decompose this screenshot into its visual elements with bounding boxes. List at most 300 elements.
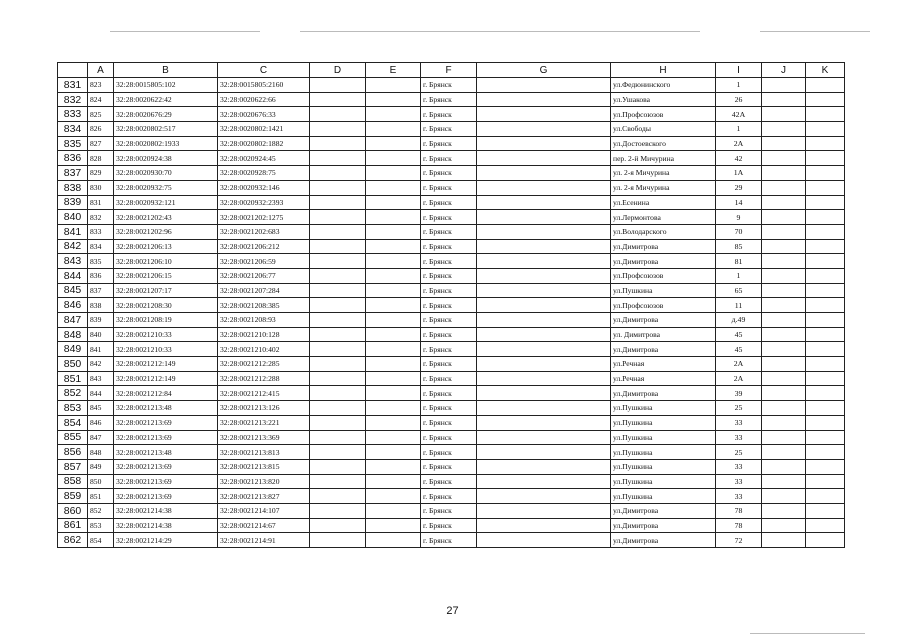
cell-j	[762, 415, 806, 430]
cell-g	[477, 503, 611, 518]
row-number: 849	[58, 342, 88, 357]
cell-b: 32:28:0021214:38	[114, 518, 218, 533]
cell-c: 32:28:0021213:369	[218, 430, 310, 445]
cell-e	[366, 401, 421, 416]
cell-k	[806, 533, 845, 548]
cell-k	[806, 518, 845, 533]
cell-g	[477, 239, 611, 254]
row-number: 861	[58, 518, 88, 533]
cell-d	[310, 195, 366, 210]
table-row	[58, 107, 845, 122]
cell-k	[806, 180, 845, 195]
cell-h: ул. Димитрова	[611, 327, 716, 342]
cell-k	[806, 78, 845, 93]
row-number: 831	[58, 78, 88, 93]
row-number: 834	[58, 122, 88, 137]
cell-k	[806, 371, 845, 386]
table-row	[58, 180, 845, 195]
cell-g	[477, 459, 611, 474]
cell-e	[366, 210, 421, 225]
cell-d	[310, 489, 366, 504]
cell-a: 846	[88, 415, 114, 430]
cell-a: 843	[88, 371, 114, 386]
cell-k	[806, 151, 845, 166]
cell-d	[310, 445, 366, 460]
cell-c: 32:28:0021206:77	[218, 268, 310, 283]
cell-g	[477, 445, 611, 460]
cell-e	[366, 78, 421, 93]
cell-h: ул.Лермонтова	[611, 210, 716, 225]
cell-d	[310, 474, 366, 489]
table-row	[58, 313, 845, 328]
cell-j	[762, 180, 806, 195]
cell-g	[477, 298, 611, 313]
cell-c: 32:28:0021213:813	[218, 445, 310, 460]
cell-i: 1А	[716, 166, 762, 181]
table-row	[58, 430, 845, 445]
cell-j	[762, 518, 806, 533]
cell-j	[762, 503, 806, 518]
cell-c: 32:28:0021206:212	[218, 239, 310, 254]
cell-d	[310, 327, 366, 342]
cell-c: 32:28:0021213:815	[218, 459, 310, 474]
cell-e	[366, 533, 421, 548]
table-row	[58, 533, 845, 548]
row-number: 862	[58, 533, 88, 548]
cell-k	[806, 313, 845, 328]
table-row	[58, 283, 845, 298]
cell-b: 32:28:0021202:43	[114, 210, 218, 225]
cell-d	[310, 78, 366, 93]
cell-d	[310, 415, 366, 430]
cell-a: 831	[88, 195, 114, 210]
cell-i: 72	[716, 533, 762, 548]
table-row	[58, 327, 845, 342]
cell-j	[762, 268, 806, 283]
cell-c: 32:28:0020932:146	[218, 180, 310, 195]
cell-j	[762, 401, 806, 416]
row-number: 855	[58, 430, 88, 445]
cell-c: 32:28:0021212:285	[218, 357, 310, 372]
cell-h: ул.Димитрова	[611, 254, 716, 269]
cell-e	[366, 357, 421, 372]
row-number: 847	[58, 313, 88, 328]
cell-i: 39	[716, 386, 762, 401]
table-row	[58, 78, 845, 93]
cell-a: 825	[88, 107, 114, 122]
cell-d	[310, 459, 366, 474]
cell-i: 33	[716, 459, 762, 474]
row-number: 853	[58, 401, 88, 416]
cell-d	[310, 268, 366, 283]
spreadsheet-table	[57, 62, 845, 548]
cell-c: 32:28:0021214:91	[218, 533, 310, 548]
cell-f: г. Брянск	[421, 459, 477, 474]
cell-a: 845	[88, 401, 114, 416]
cell-e	[366, 518, 421, 533]
cell-j	[762, 298, 806, 313]
cell-b: 32:28:0021208:30	[114, 298, 218, 313]
cell-i: 33	[716, 489, 762, 504]
cell-j	[762, 254, 806, 269]
cell-k	[806, 224, 845, 239]
cell-j	[762, 122, 806, 137]
cell-h: ул.Федюнинского	[611, 78, 716, 93]
cell-k	[806, 327, 845, 342]
cell-g	[477, 92, 611, 107]
table-row	[58, 254, 845, 269]
cell-e	[366, 503, 421, 518]
cell-k	[806, 474, 845, 489]
cell-a: 837	[88, 283, 114, 298]
row-number: 832	[58, 92, 88, 107]
cell-e	[366, 283, 421, 298]
row-number: 846	[58, 298, 88, 313]
cell-b: 32:28:0021212:84	[114, 386, 218, 401]
cell-i: 42	[716, 151, 762, 166]
column-header: H	[611, 63, 716, 78]
cell-c: 32:28:0021210:402	[218, 342, 310, 357]
cell-h: ул.Пушкина	[611, 430, 716, 445]
cell-f: г. Брянск	[421, 371, 477, 386]
column-header: G	[477, 63, 611, 78]
cell-f: г. Брянск	[421, 92, 477, 107]
cell-f: г. Брянск	[421, 239, 477, 254]
cell-b: 32:28:0021208:19	[114, 313, 218, 328]
cell-f: г. Брянск	[421, 503, 477, 518]
row-number: 851	[58, 371, 88, 386]
cell-a: 854	[88, 533, 114, 548]
cell-k	[806, 459, 845, 474]
cell-a: 844	[88, 386, 114, 401]
cell-f: г. Брянск	[421, 166, 477, 181]
cell-g	[477, 401, 611, 416]
cell-i: 1	[716, 122, 762, 137]
cell-b: 32:28:0021212:149	[114, 357, 218, 372]
cell-i: 78	[716, 518, 762, 533]
table-row	[58, 166, 845, 181]
cell-j	[762, 92, 806, 107]
cell-f: г. Брянск	[421, 78, 477, 93]
cell-c: 32:28:0021206:59	[218, 254, 310, 269]
cell-c: 32:28:0021214:107	[218, 503, 310, 518]
cell-d	[310, 254, 366, 269]
cell-d	[310, 313, 366, 328]
cell-j	[762, 107, 806, 122]
cell-e	[366, 489, 421, 504]
cell-h: ул.Речная	[611, 371, 716, 386]
cell-j	[762, 195, 806, 210]
cell-g	[477, 283, 611, 298]
cell-g	[477, 210, 611, 225]
cell-d	[310, 107, 366, 122]
cell-f: г. Брянск	[421, 107, 477, 122]
cell-c: 32:28:0021202:1275	[218, 210, 310, 225]
table-row	[58, 239, 845, 254]
cell-k	[806, 166, 845, 181]
cell-e	[366, 342, 421, 357]
cell-e	[366, 136, 421, 151]
cell-h: ул.Пушкина	[611, 489, 716, 504]
cell-j	[762, 151, 806, 166]
cell-g	[477, 180, 611, 195]
cell-e	[366, 415, 421, 430]
column-header: A	[88, 63, 114, 78]
cell-i: 14	[716, 195, 762, 210]
cell-h: ул.Пушкина	[611, 401, 716, 416]
cell-e	[366, 224, 421, 239]
cell-j	[762, 489, 806, 504]
cell-c: 32:28:0020802:1882	[218, 136, 310, 151]
cell-d	[310, 533, 366, 548]
cell-g	[477, 342, 611, 357]
cell-j	[762, 313, 806, 328]
row-number: 856	[58, 445, 88, 460]
table-row	[58, 224, 845, 239]
table-row	[58, 459, 845, 474]
cell-e	[366, 313, 421, 328]
column-header: D	[310, 63, 366, 78]
cell-c: 32:28:0020676:33	[218, 107, 310, 122]
cell-i: д.49	[716, 313, 762, 328]
cell-a: 832	[88, 210, 114, 225]
cell-b: 32:28:0021206:13	[114, 239, 218, 254]
table-row	[58, 518, 845, 533]
cell-b: 32:28:0020802:517	[114, 122, 218, 137]
cell-f: г. Брянск	[421, 283, 477, 298]
cell-h: ул.Володарского	[611, 224, 716, 239]
table-row	[58, 195, 845, 210]
cell-e	[366, 92, 421, 107]
cell-f: г. Брянск	[421, 386, 477, 401]
cell-j	[762, 210, 806, 225]
cell-e	[366, 195, 421, 210]
cell-h: пер. 2-й Мичурина	[611, 151, 716, 166]
cell-f: г. Брянск	[421, 224, 477, 239]
cell-j	[762, 371, 806, 386]
cell-b: 32:28:0020930:70	[114, 166, 218, 181]
cell-c: 32:28:0021210:128	[218, 327, 310, 342]
cell-j	[762, 459, 806, 474]
top-rule	[760, 31, 870, 32]
cell-c: 32:28:0021207:284	[218, 283, 310, 298]
cell-h: ул.Димитрова	[611, 239, 716, 254]
cell-f: г. Брянск	[421, 210, 477, 225]
cell-k	[806, 386, 845, 401]
cell-f: г. Брянск	[421, 122, 477, 137]
cell-c: 32:28:0021208:93	[218, 313, 310, 328]
cell-g	[477, 136, 611, 151]
cell-b: 32:28:0021210:33	[114, 327, 218, 342]
cell-g	[477, 313, 611, 328]
table-row	[58, 474, 845, 489]
cell-e	[366, 122, 421, 137]
column-header: F	[421, 63, 477, 78]
cell-b: 32:28:0020622:42	[114, 92, 218, 107]
cell-h: ул.Пушкина	[611, 474, 716, 489]
cell-g	[477, 386, 611, 401]
cell-j	[762, 136, 806, 151]
cell-c: 32:28:0021202:683	[218, 224, 310, 239]
cell-a: 836	[88, 268, 114, 283]
cell-h: ул.Димитрова	[611, 342, 716, 357]
cell-h: ул.Свободы	[611, 122, 716, 137]
column-header-row	[58, 63, 845, 78]
cell-j	[762, 342, 806, 357]
cell-d	[310, 224, 366, 239]
cell-h: ул.Димитрова	[611, 313, 716, 328]
cell-d	[310, 239, 366, 254]
cell-i: 29	[716, 180, 762, 195]
cell-a: 829	[88, 166, 114, 181]
cell-j	[762, 357, 806, 372]
cell-e	[366, 386, 421, 401]
cell-j	[762, 474, 806, 489]
cell-i: 70	[716, 224, 762, 239]
cell-f: г. Брянск	[421, 268, 477, 283]
column-header: I	[716, 63, 762, 78]
cell-j	[762, 386, 806, 401]
cell-d	[310, 357, 366, 372]
cell-c: 32:28:0021212:288	[218, 371, 310, 386]
cell-a: 833	[88, 224, 114, 239]
cell-h: ул.Есенина	[611, 195, 716, 210]
cell-c: 32:28:0021214:67	[218, 518, 310, 533]
row-number: 852	[58, 386, 88, 401]
cell-i: 33	[716, 430, 762, 445]
cell-g	[477, 268, 611, 283]
cell-d	[310, 298, 366, 313]
row-number: 841	[58, 224, 88, 239]
cell-i: 25	[716, 445, 762, 460]
cell-a: 824	[88, 92, 114, 107]
row-number: 838	[58, 180, 88, 195]
column-header: E	[366, 63, 421, 78]
cell-a: 830	[88, 180, 114, 195]
table-row	[58, 210, 845, 225]
cell-e	[366, 445, 421, 460]
cell-a: 840	[88, 327, 114, 342]
cell-e	[366, 298, 421, 313]
cell-i: 1	[716, 268, 762, 283]
cell-f: г. Брянск	[421, 518, 477, 533]
cell-b: 32:28:0021214:29	[114, 533, 218, 548]
cell-k	[806, 210, 845, 225]
cell-k	[806, 107, 845, 122]
cell-f: г. Брянск	[421, 401, 477, 416]
table-row	[58, 151, 845, 166]
table-row	[58, 445, 845, 460]
cell-i: 9	[716, 210, 762, 225]
cell-b: 32:28:0021213:48	[114, 445, 218, 460]
cell-j	[762, 78, 806, 93]
cell-c: 32:28:0020924:45	[218, 151, 310, 166]
column-header: B	[114, 63, 218, 78]
cell-g	[477, 430, 611, 445]
table-row	[58, 122, 845, 137]
cell-k	[806, 357, 845, 372]
cell-b: 32:28:0021213:69	[114, 459, 218, 474]
cell-h: ул.Пушкина	[611, 445, 716, 460]
cell-i: 65	[716, 283, 762, 298]
cell-a: 826	[88, 122, 114, 137]
cell-d	[310, 166, 366, 181]
cell-f: г. Брянск	[421, 298, 477, 313]
cell-a: 828	[88, 151, 114, 166]
cell-b: 32:28:0021213:48	[114, 401, 218, 416]
cell-e	[366, 107, 421, 122]
cell-g	[477, 78, 611, 93]
table-row	[58, 386, 845, 401]
cell-b: 32:28:0021213:69	[114, 489, 218, 504]
cell-i: 25	[716, 401, 762, 416]
cell-c: 32:28:0021213:221	[218, 415, 310, 430]
cell-b: 32:28:0020924:38	[114, 151, 218, 166]
cell-j	[762, 224, 806, 239]
corner-cell	[58, 63, 88, 78]
cell-c: 32:28:0020928:75	[218, 166, 310, 181]
row-number: 842	[58, 239, 88, 254]
cell-f: г. Брянск	[421, 445, 477, 460]
top-rule	[110, 31, 260, 32]
cell-j	[762, 283, 806, 298]
cell-g	[477, 518, 611, 533]
cell-h: ул.Димитрова	[611, 386, 716, 401]
cell-d	[310, 180, 366, 195]
cell-h: ул.Достоевского	[611, 136, 716, 151]
bottom-rule	[750, 633, 865, 634]
cell-c: 32:28:0021213:820	[218, 474, 310, 489]
cell-b: 32:28:0021202:96	[114, 224, 218, 239]
row-number: 840	[58, 210, 88, 225]
cell-k	[806, 489, 845, 504]
cell-g	[477, 327, 611, 342]
row-number: 845	[58, 283, 88, 298]
cell-g	[477, 474, 611, 489]
cell-j	[762, 327, 806, 342]
row-number: 858	[58, 474, 88, 489]
cell-f: г. Брянск	[421, 195, 477, 210]
cell-f: г. Брянск	[421, 430, 477, 445]
cell-e	[366, 254, 421, 269]
cell-h: ул. 2-я Мичурина	[611, 180, 716, 195]
cell-i: 1	[716, 78, 762, 93]
row-number: 843	[58, 254, 88, 269]
cell-k	[806, 503, 845, 518]
cell-g	[477, 122, 611, 137]
cell-g	[477, 107, 611, 122]
row-number: 859	[58, 489, 88, 504]
cell-h: ул.Профсоюзов	[611, 107, 716, 122]
cell-c: 32:28:0021213:126	[218, 401, 310, 416]
cell-c: 32:28:0021212:415	[218, 386, 310, 401]
cell-d	[310, 430, 366, 445]
cell-f: г. Брянск	[421, 342, 477, 357]
cell-h: ул.Пушкина	[611, 283, 716, 298]
cell-i: 33	[716, 474, 762, 489]
cell-b: 32:28:0021212:149	[114, 371, 218, 386]
cell-c: 32:28:0020622:66	[218, 92, 310, 107]
cell-k	[806, 254, 845, 269]
cell-i: 2А	[716, 371, 762, 386]
cell-e	[366, 180, 421, 195]
table-row	[58, 357, 845, 372]
cell-k	[806, 445, 845, 460]
cell-e	[366, 371, 421, 386]
cell-a: 839	[88, 313, 114, 328]
row-number: 848	[58, 327, 88, 342]
cell-e	[366, 459, 421, 474]
